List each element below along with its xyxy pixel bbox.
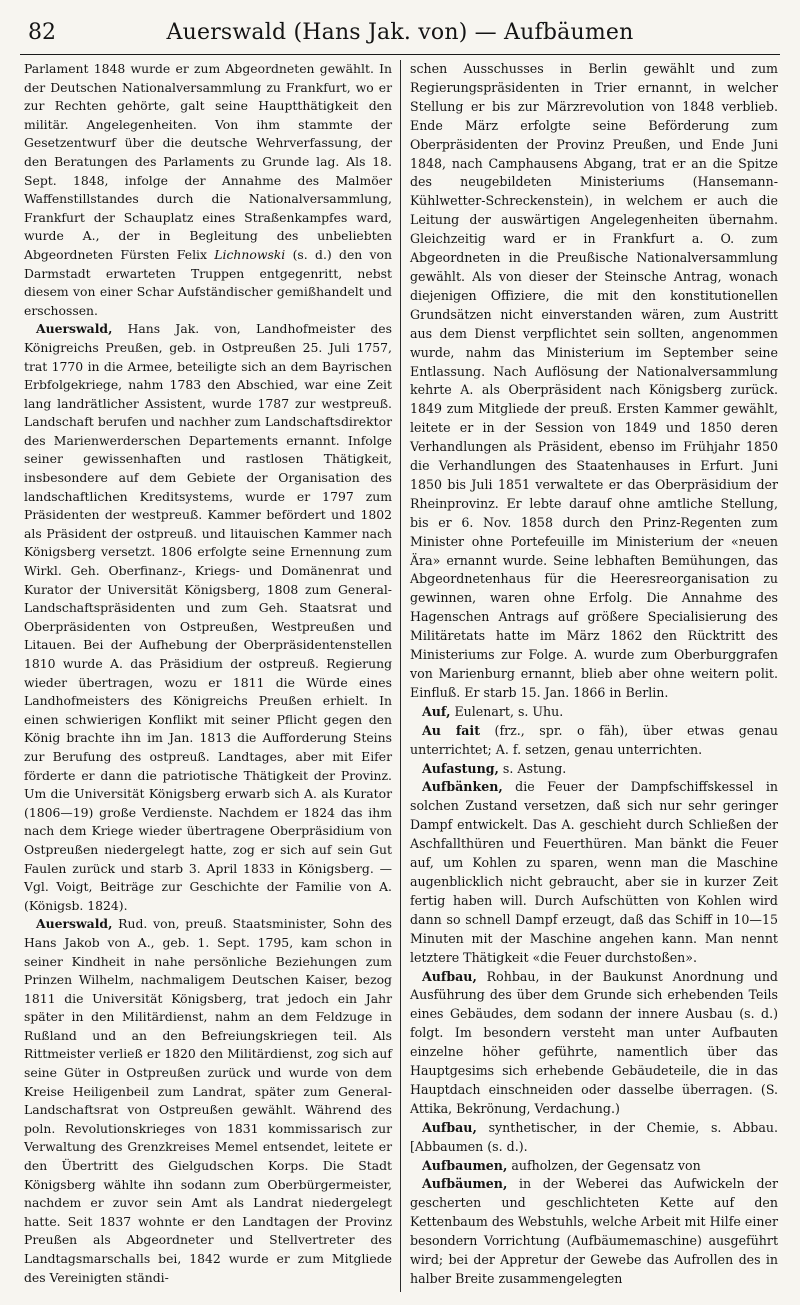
entry-headword: Au fait (422, 722, 481, 738)
entry-continuation (410, 60, 778, 703)
entry-text: (frz., spr. o fäh), über etwas genau unterrichtet; A. f. setzen, genau unterrichten. (410, 722, 778, 757)
entry-headword: Aufbänken, (422, 779, 503, 795)
dictionary-entry (24, 915, 392, 1287)
dictionary-entry (410, 778, 778, 967)
dictionary-entry (410, 760, 778, 779)
entry-text-tail: (s. d.) den von Darmstadt erwarteten Truppen entgegenritt, nebst diesem von einer Schar Aufständischer gemißhandelt und erschossen. (24, 246, 392, 318)
entry-headword: Auerswald, (36, 321, 113, 337)
page-header (20, 10, 780, 55)
dictionary-entry (410, 722, 778, 760)
entry-text: Hans Jak. von, Landhofmeister des Königreichs Preußen, geb. in Ostpreußen 25. Juli 1757, trat 1770 in die Armee, beteiligte sich an dem Bayrischen Erbfolgekriege, nahm 1783 den Abschied, war eine Zeit lang landrätlicher Assistent, wurde 1787 zur westpreuß. Landschaft berufen und nachher zum Landschaftsdirektor des Marienwerderschen Departements ernannt. Infolge seiner gewissenhaften und rastlosen Thätigkeit, insbesondere auf dem Gebiete der Organisation des landschaftlichen Kreditsystems, wurde er 1797 zum Präsidenten der westpreuß. Kammer befördert und 1802 als Präsident der ostpreuß. und litauischen Kammer nach Königsberg versetzt. 1806 erfolgte seine Ernennung zum Wirkl. Geh. Oberfinanz-, Kriegs- und Domänenrat und Kurator der Universität Königsberg, 1808 zum General-Landschaftspräsidenten und zum Geh. Staatsrat und Oberpräsidenten von Ostpreußen, Westpreußen und Litauen. Bei der Aufhebung der Oberpräsidentenstellen 1810 wurde A. das Präsidium der ostpreuß. Regierung wieder übertragen, wozu er 1811 die Würde eines Landhofmeisters des Königreichs Preußen erhielt. In einen schwierigen Konflikt mit seiner Pflicht gegen den König brachte ihn im Jan. 1813 die Aufforderung Steins zur Berufung des ostpreuß. Landtages, aber mit Eifer förderte er dann die patriotische Thätigkeit der Provinz. Um die Universität Königsberg erwarb sich A. als Kurator (1806—19) große Verdienste. Nachdem er 1824 das ihm nach dem Kriege wieder übertragene Oberpräsidium von Ostpreußen niedergelegt hatte, zog er sich auf sein Gut Faulen zurück und starb 3. April 1833 in Königsberg. — Vgl. Voigt, Beiträge zur Geschichte der Familie von A. (Königsb. 1824). (24, 321, 392, 913)
cross-reference-name: Lichnowski (214, 246, 286, 262)
entry-text: Parlament 1848 wurde er zum Abgeordneten gewählt. In der Deutschen Nationalversammlung zu Frankfurt, wo er zur Rechten gehörte, galt seine Hauptthätigkeit den militär. Angelegenheiten. Von ihm stammte der Gesetzentwurf über die deutsche Wehrverfassung, der den Beratungen des Parlaments zu Grunde lag. Als 18. Sept. 1848, infolge der Annahme des Malmöer Waffenstillstandes durch die Nationalversammlung, Frankfurt der Schauplatz eines Straßenkampfes ward, wurde A., der in Begleitung des unbeliebten Abgeordneten Fürsten Felix (24, 61, 392, 262)
entry-text: Eulenart, s. Uhu. (450, 703, 564, 719)
entry-text: in der Weberei das Aufwickeln der gescherten und geschlichteten Kette auf den Kettenbaum des Webstuhls, welche Arbeit mit Hilfe einer besondern Vorrichtung (Aufbäumemaschine) ausgeführt wird; bei der Appretur der Gewebe das Aufrollen des in halber Breite zusammengelegten (410, 1176, 778, 1286)
dictionary-entry (410, 703, 778, 722)
dictionary-entry (410, 1175, 778, 1288)
entry-headword: Auerswald, (36, 916, 113, 932)
entry-headword: Aufbäumen, (422, 1176, 508, 1192)
entry-continuation (24, 60, 392, 320)
entry-text: s. Astung. (498, 760, 567, 776)
entry-text: synthetischer, in der Chemie, s. Abbau. [Abbaumen (s. d.). (410, 1119, 778, 1154)
entry-text: schen Ausschusses in Berlin gewählt und zum Regierungspräsidenten in Trier ernannt, in welcher Stellung er bis zur Märzrevolution von 1848 verblieb. Ende März erfolgte seine Beförderung zum Oberpräsidenten der Provinz Preußen, und Ende Juni 1848, nach Camphausens Abgang, trat er an die Spitze des neugebildeten Ministeriums (Hansemann-Kühlwetter-Schreckenstein), in welchem er auch die Leitung der auswärtigen Angelegenheiten übernahm. Gleichzeitig ward er in Frankfurt a. O. zum Abgeordneten in die Preußische Nationalversammlung gewählt. Als von dieser der Steinsche Antrag, wonach diejenigen Offiziere, die mit den konstitutionellen Grundsätzen nicht einverstanden wären, zum Austritt aus dem Dienst verpflichtet sein sollten, angenommen wurde, nahm das Ministerium im September seine Entlassung. Nach Auflösung der Nationalversammlung kehrte A. als Oberpräsident nach Königsberg zurück. 1849 zum Mitgliede der preuß. Ersten Kammer gewählt, leitete er in der Session von 1849 und 1850 deren Verhandlungen als Präsident, ebenso im Frühjahr 1850 die Verhandlungen des Staatenhauses in Erfurt. Juni 1850 bis Juli 1851 verwaltete er das Oberpräsidium der Rheinprovinz. Er lebte darauf ohne amtliche Stellung, bis er 6. Nov. 1858 durch den Prinz-Regenten zum Minister ohne Portefeuille im Ministerium der «neuen Ära» ernannt wurde. Seine lebhaften Bemühungen, das Abgeordnetenhaus für die Heeresreorganisation zu gewinnen, waren ohne Erfolg. Die Annahme des Hagenschen Antrags auf größere Specialisierung des Militäretats hatte im März 1862 den Rücktritt des Ministeriums zur Folge. A. wurde zum Oberburggrafen von Marienburg ernannt, blieb aber ohne weitern polit. Einfluß. Er starb 15. Jan. 1866 in Berlin. (410, 61, 778, 700)
entry-headword: Aufbaumen, (422, 1157, 508, 1173)
dictionary-entry (410, 1157, 778, 1176)
entry-headword: Aufastung, (422, 760, 499, 776)
dictionary-entry (410, 968, 778, 1119)
entry-headword: Aufbau, (422, 968, 477, 984)
page-number: 82 (28, 20, 56, 45)
entry-headword: Aufbau, (422, 1119, 477, 1135)
entry-text: Rud. von, preuß. Staatsminister, Sohn des Hans Jakob von A., geb. 1. Sept. 1795, kam schon in seiner Kindheit in nahe persönliche Beziehungen zum Prinzen Wilhelm, nachmaligem Deutschen Kaiser, bezog 1811 die Universität Königsberg, trat jedoch ein Jahr später in den Militärdienst, nahm an dem Feldzuge in Rußland und an den Befreiungskriegen teil. Als Rittmeister verließ er 1820 den Militärdienst, zog sich auf seine Güter in Ostpreußen zurück und wurde von dem Kreise Heiligenbeil zum Landrat, später zum General-Landschaftsrat von Ostpreußen gewählt. Während des poln. Revolutionskrieges von 1831 kommissarisch zur Verwaltung des Grenzkreises Memel entsendet, leitete er den Übertritt des Gielgudschen Korps. Die Stadt Königsberg wählte ihn sodann zum Oberbürgermeister, nachdem er zuvor sein Amt als Landrat niedergelegt hatte. Seit 1837 wohnte er den Landtagen der Provinz Preußen als Abgeordneter und Stellvertreter des Landtagsmarschalls bei, 1842 wurde er zum Mitgliede des Vereinigten ständi- (24, 916, 392, 1285)
entry-headword: Auf, (422, 703, 451, 719)
column-divider (400, 60, 401, 1292)
dictionary-entry (410, 1119, 778, 1157)
dictionary-entry (24, 320, 392, 915)
entry-text: aufholzen, der Gegensatz von (507, 1157, 701, 1173)
running-head: Auerswald (Hans Jak. von) — Aufbäumen (166, 20, 634, 45)
right-column (410, 60, 778, 1289)
left-column (24, 60, 392, 1287)
entry-text: die Feuer der Dampfschiffskessel in solchen Zustand versetzen, daß sich nur sehr geringer Dampf entwickelt. Das A. geschieht durch Schließen der Aschfallthüren und Feuerthüren. Man bänkt die Feuer auf, um Kohlen zu sparen, wenn man die Maschine augenblicklich nicht gebraucht, aber sie in kurzer Zeit fertig haben will. Durch Aufschütten von Kohlen wird dann so schnell Dampf erzeugt, daß das Schiff in 10—15 Minuten mit der Maschine angehen kann. Man nennt letztere Thätigkeit «die Feuer durchstoßen». (410, 779, 778, 965)
entry-text: Rohbau, in der Baukunst Anordnung und Ausführung des über dem Grunde sich erhebenden Teils eines Gebäudes, dem sodann der innere Ausbau (s. d.) folgt. Im besondern versteht man unter Aufbauten einzelne höher geführte, namentlich über das Hauptgesims sich erhebende Gebäudeteile, die in das Hauptdach einschneiden oder dasselbe überragen. (S. Attika, Bekrönung, Verdachung.) (410, 968, 778, 1116)
